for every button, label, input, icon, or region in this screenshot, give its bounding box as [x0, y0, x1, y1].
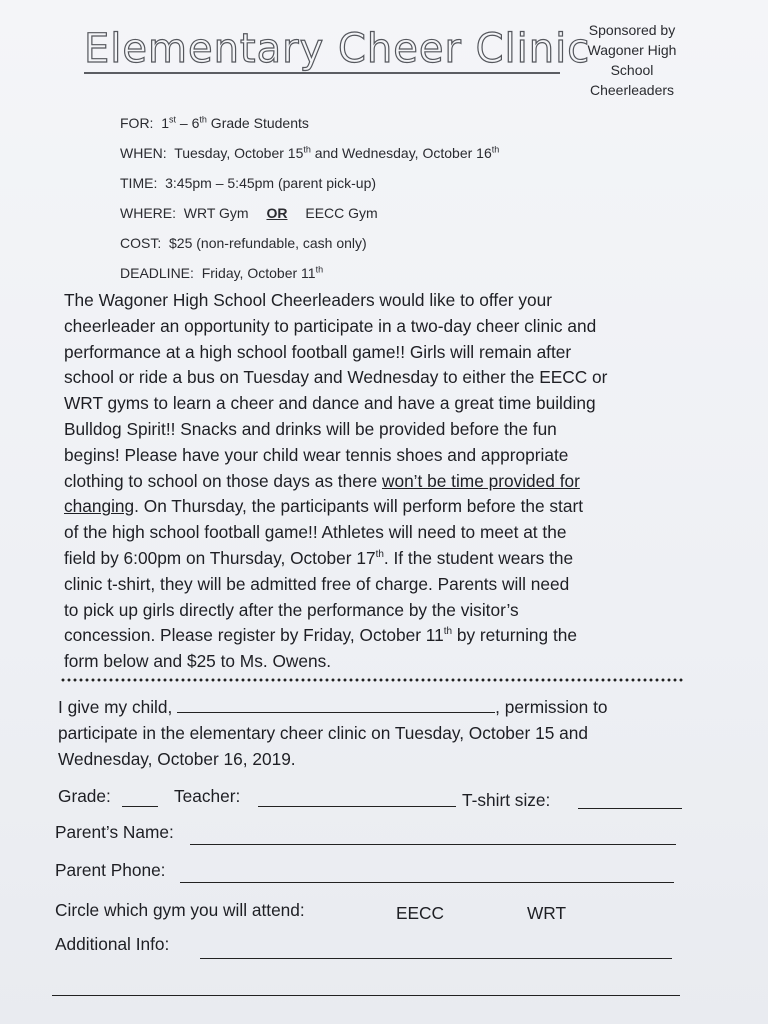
line-text: . On Thursday, the participants will perform before the start	[134, 496, 584, 517]
cut-line-divider	[60, 678, 684, 682]
paragraph-line: Bulldog Spirit!! Snacks and drinks will be provided before the fun	[64, 418, 557, 439]
detail-value: Grade Students	[206, 115, 309, 131]
detail-value: Tuesday, October 15	[174, 145, 304, 161]
form-line	[58, 694, 678, 720]
paragraph-line	[64, 494, 684, 520]
tshirt-size-blank[interactable]	[578, 808, 682, 809]
detail-label: FOR:	[120, 115, 154, 131]
tshirt-size-label: T-shirt size:	[462, 790, 551, 810]
permission-statement	[58, 694, 678, 772]
title-underline	[84, 72, 560, 74]
parent-name-blank[interactable]	[190, 844, 676, 845]
detail-value: $25 (non-refundable, cash only)	[169, 235, 367, 251]
paragraph-line	[64, 623, 684, 649]
paragraph-line	[64, 546, 684, 572]
grade-label: Grade:	[58, 786, 111, 806]
grade-blank[interactable]	[122, 806, 158, 807]
event-details	[120, 108, 499, 288]
detail-value: 3:45pm – 5:45pm (parent pick-up)	[165, 175, 377, 191]
form-line: Wednesday, October 16, 2019.	[58, 749, 296, 769]
line-text: I give my child,	[58, 697, 173, 717]
paragraph-line: cheerleader an opportunity to participate in a two-day cheer clinic and	[64, 315, 597, 336]
detail-value: EECC Gym	[305, 205, 378, 221]
line-text: field by 6:00pm on Thursday, October 17	[64, 547, 376, 568]
detail-time	[120, 168, 499, 198]
ordinal-suffix: th	[375, 549, 384, 561]
detail-label: DEADLINE:	[120, 265, 194, 281]
line-text: clothing to school on those days as there	[64, 470, 382, 491]
line-text: , permission to	[495, 697, 608, 717]
or-emphasis: OR	[266, 205, 288, 221]
form-line: participate in the elementary cheer clinic on Tuesday, October 15 and	[58, 723, 588, 743]
detail-value: – 6	[176, 115, 200, 131]
gym-choice-label: Circle which gym you will attend:	[55, 900, 305, 920]
detail-label: COST:	[120, 235, 162, 251]
paragraph-line	[64, 469, 684, 495]
teacher-label: Teacher:	[174, 786, 241, 806]
line-text: . If the student wears the	[383, 547, 574, 568]
sponsor-line: Cheerleaders	[589, 82, 675, 98]
paragraph-line: form below and $25 to Ms. Owens.	[64, 651, 332, 672]
detail-label: WHERE:	[120, 205, 176, 221]
line-text: concession. Please register by Friday, October 11	[64, 625, 444, 646]
detail-value: WRT Gym	[183, 205, 249, 221]
sponsor-line: Sponsored by	[588, 22, 676, 38]
sponsor-note	[578, 20, 686, 100]
parent-phone-label: Parent Phone:	[55, 860, 166, 880]
paragraph-line: school or ride a bus on Tuesday and Wednesday to either the EECC or	[64, 367, 608, 388]
additional-info-blank[interactable]	[200, 958, 672, 959]
detail-value: and Wednesday, October 16	[310, 145, 492, 161]
description-paragraph	[64, 288, 684, 675]
detail-cost	[120, 228, 499, 258]
gym-option-eecc[interactable]: EECC	[396, 903, 445, 923]
parent-phone-blank[interactable]	[180, 882, 674, 883]
ordinal-suffix: th	[199, 114, 207, 125]
ordinal-suffix: th	[443, 626, 453, 638]
detail-label: TIME:	[120, 175, 158, 191]
detail-label: WHEN:	[120, 145, 167, 161]
detail-when	[120, 138, 499, 168]
paragraph-line: clinic t-shirt, they will be admitted free of charge. Parents will need	[64, 573, 570, 594]
additional-info-blank-2[interactable]	[52, 995, 680, 996]
parent-name-label: Parent’s Name:	[55, 822, 174, 842]
child-name-blank[interactable]	[177, 696, 495, 713]
detail-deadline	[120, 258, 499, 288]
gym-option-wrt[interactable]: WRT	[527, 903, 567, 923]
detail-for	[120, 108, 499, 138]
additional-info-label: Additional Info:	[55, 934, 170, 954]
line-text: by returning the	[452, 625, 577, 646]
sponsor-line: School	[610, 62, 654, 78]
detail-where	[120, 198, 499, 228]
underlined-text: won’t be time provided for	[381, 470, 580, 491]
ordinal-suffix: th	[303, 144, 311, 155]
ordinal-suffix: th	[315, 264, 324, 275]
page-title: Elementary Cheer Clinic	[84, 26, 591, 72]
detail-value: Friday, October 11	[201, 265, 316, 281]
underlined-text: changing	[64, 496, 135, 517]
detail-value: 1	[161, 115, 170, 131]
ordinal-suffix: th	[491, 144, 500, 155]
paragraph-line: WRT gyms to learn a cheer and dance and have a great time building	[64, 393, 596, 414]
paragraph-line: The Wagoner High School Cheerleaders would like to offer your	[64, 290, 552, 310]
paragraph-line: of the high school football game!! Athletes will need to meet at the	[64, 522, 567, 543]
ordinal-suffix: st	[169, 114, 177, 125]
sponsor-line: Wagoner High	[587, 42, 677, 58]
teacher-blank[interactable]	[258, 806, 456, 807]
paragraph-line: to pick up girls directly after the performance by the visitor’s	[64, 599, 519, 620]
paragraph-line: performance at a high school football game!! Girls will remain after	[64, 341, 572, 362]
paragraph-line: begins! Please have your child wear tennis shoes and appropriate	[64, 444, 569, 465]
